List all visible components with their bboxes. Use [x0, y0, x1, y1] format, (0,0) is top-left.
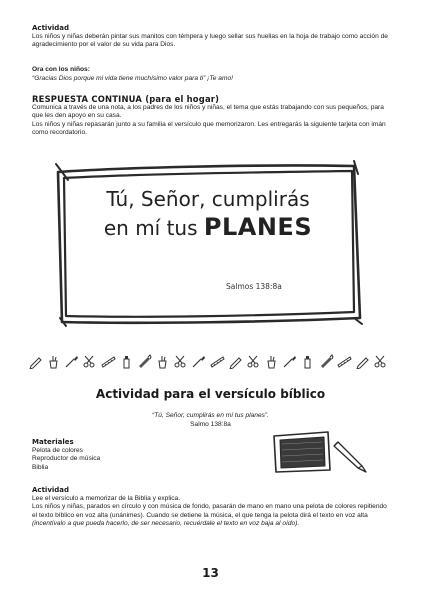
verse-activity-quote-block [0, 411, 421, 429]
prayer-heading: Ora con los niños: [32, 66, 90, 73]
paint-cup-icon [155, 354, 170, 369]
card-pencil-illustration [268, 428, 372, 476]
verse-line-1: Tú, Señor, cumplirás [106, 187, 310, 211]
pencil-icon [28, 354, 43, 369]
decor-icon-row [28, 350, 388, 372]
top-activity [32, 24, 392, 50]
continuous-response-p2: Los niños y niñas repasarán junto a su familia el versículo que memorizaron. Les entregarás la siguiente tarjeta con imán como recordatorio. [32, 120, 386, 137]
verse-card [70, 185, 346, 242]
scissors-icon [246, 354, 261, 369]
prayer-text: “Gracias Dios porque mi vida tiene muchísimo valor para ti” ¡Te amo! [32, 74, 233, 82]
top-activity-text: Los niños y niñas deberán pintar sus manitos con témpera y luego sellar sus huellas en la hoja de trabajo como acción de agradecimiento por el valor de su vida para Dios. [32, 32, 388, 49]
pencil-icon [355, 354, 370, 369]
ruler-icon [337, 354, 352, 369]
ruler-icon [210, 354, 225, 369]
verse-card-frame [54, 158, 366, 328]
verse-activity-heading: Actividad [32, 486, 70, 494]
scissors-icon [173, 354, 188, 369]
materials-heading: Materiales [32, 438, 74, 446]
prayer-section [32, 66, 392, 83]
verse-emphasis: PLANES [203, 213, 313, 241]
brush-icon [282, 354, 297, 369]
material-item: Reproductor de música [32, 455, 101, 463]
pencil-icon [228, 354, 243, 369]
ruler-icon [101, 354, 116, 369]
paint-cup-icon [46, 354, 61, 369]
verse-activity-ref: Salmo 138:8a [190, 421, 231, 428]
verse-activity-section [32, 486, 392, 529]
verse-card-reference: Salmos 138:8a [226, 282, 282, 291]
verse-line-2-prefix: en mí tus [103, 216, 204, 240]
page-number: 13 [202, 566, 219, 580]
verse-activity-title: Actividad para el versículo bíblico [95, 387, 326, 401]
top-activity-heading: Actividad [32, 24, 70, 32]
brush-icon [191, 354, 206, 369]
verse-activity-p1: Lee el versículo a memorizar de la Biblia y explica. [32, 494, 181, 502]
verse-activity-note: (incentívalo a que pueda hacerlo, de ser necesario, recuérdale el texto en voz baja al oído). [32, 520, 300, 528]
continuous-response-heading: RESPUESTA CONTINUA (para el hogar) [32, 94, 220, 104]
glue-icon [119, 354, 134, 369]
crayon-icon [137, 354, 152, 369]
verse-activity-quote: “Tú, Señor, cumplirás en mí tus planes”. [152, 412, 269, 419]
glue-icon [300, 354, 315, 369]
material-item: Biblia [32, 463, 49, 471]
scissors-icon [82, 354, 97, 369]
continuous-response-p1: Comunica a través de una nota, a los padres de los niños y niñas, el tema que estás trabajando con sus pequeños, para que les den apoyo en su casa. [32, 103, 384, 120]
continuous-response [32, 95, 392, 138]
material-item: Pelota de colores [32, 446, 83, 454]
verse-activity-p2 [32, 503, 392, 529]
crayon-icon [319, 354, 334, 369]
verse-line-2 [70, 213, 346, 242]
brush-icon [64, 354, 79, 369]
scissors-icon [373, 354, 388, 369]
paint-cup-icon [264, 354, 279, 369]
verse-activity-p2-text: Los niños y niñas, parados en círculo y con música de fondo, pasarán de mano en mano una pelota de colores repitiendo el texto bíblico en voz alta (unánimes). Cuando se detiene la música, el que tenga la pelota dirá el texto en voz alta [32, 503, 387, 519]
